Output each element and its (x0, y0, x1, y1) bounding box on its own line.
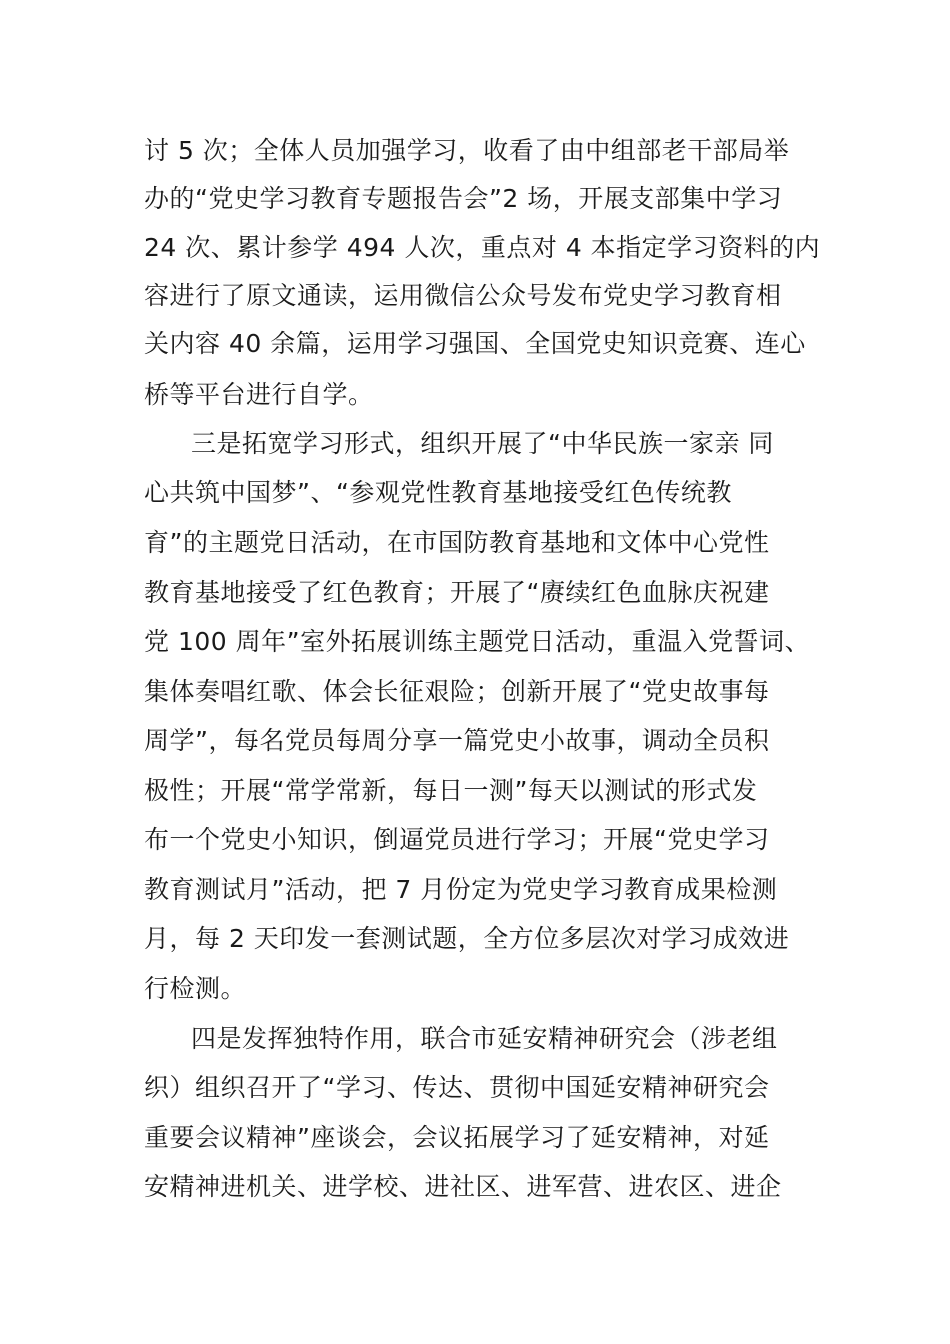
text-line: 容进行了原文通读，运用微信公众号发布党史学习教育相 (144, 281, 782, 310)
text-line: 教育基地接受了红色教育；开展了“赓续红色血脉庆祝建 (144, 578, 770, 607)
text-line: 党 100 周年”室外拓展训练主题党日活动，重温入党誓词、 (144, 627, 811, 656)
text-line: 教育测试月”活动，把 7 月份定为党史学习教育成果检测 (144, 875, 778, 904)
text-line: 讨 5 次；全体人员加强学习，收看了由中组部老干部局举 (144, 136, 790, 165)
text-line: 安精神进机关、进学校、进社区、进军营、进农区、进企 (144, 1172, 782, 1201)
text-line: 三是拓宽学习形式，组织开展了“中华民族一家亲 同 (191, 429, 774, 458)
text-line: 极性；开展“常学常新，每日一测”每天以测试的形式发 (144, 776, 758, 805)
text-line: 周学”，每名党员每周分享一篇党史小故事，调动全员积 (144, 726, 770, 755)
text-line: 办的“党史学习教育专题报告会”2 场，开展支部集中学习 (144, 184, 783, 213)
text-line: 月，每 2 天印发一套测试题，全方位多层次对学习成效进 (144, 924, 790, 953)
text-line: 四是发挥独特作用，联合市延安精神研究会（涉老组 (191, 1024, 778, 1053)
text-line: 行检测。 (144, 974, 247, 1003)
text-line: 织）组织召开了“学习、传达、贯彻中国延安精神研究会 (144, 1073, 770, 1102)
text-line: 24 次、累计参学 494 人次，重点对 4 本指定学习资料的内 (144, 233, 821, 262)
text-line: 心共筑中国梦”、“参观党性教育基地接受红色传统教 (144, 478, 732, 507)
text-line: 育”的主题党日活动，在市国防教育基地和文体中心党性 (144, 528, 770, 557)
text-line: 布一个党史小知识，倒逼党员进行学习；开展“党史学习 (144, 825, 770, 854)
text-line: 集体奏唱红歌、体会长征艰险；创新开展了“党史故事每 (144, 677, 770, 706)
text-line: 桥等平台进行自学。 (144, 380, 374, 409)
text-line: 重要会议精神”座谈会，会议拓展学习了延安精神，对延 (144, 1123, 770, 1152)
text-line: 关内容 40 余篇，运用学习强国、全国党史知识竞赛、连心 (144, 329, 806, 358)
